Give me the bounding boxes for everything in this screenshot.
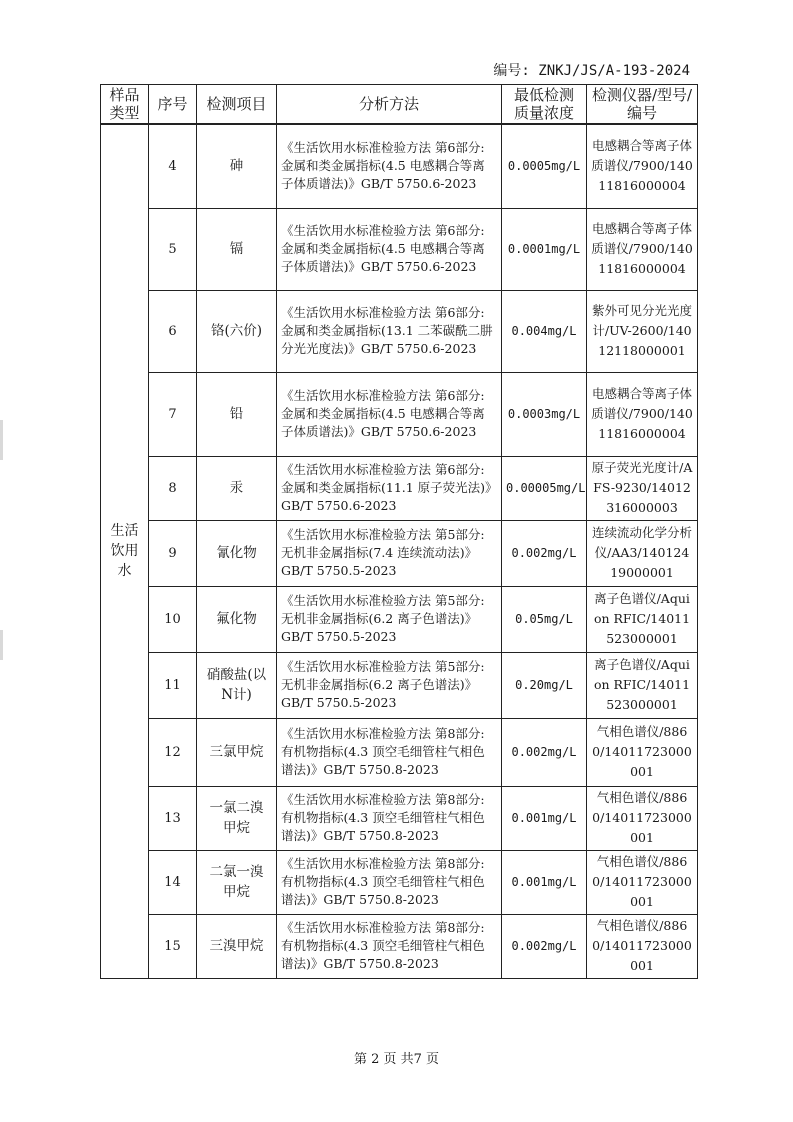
method-cell: 《生活饮用水标准检验方法 第6部分:金属和类金属指标(11.1 原子荧光法)》GB/T 5750.6-2023 [277, 456, 502, 520]
table-row [101, 786, 698, 850]
table-row [101, 456, 698, 520]
header-sample-type: 样品类型 [101, 85, 149, 125]
seq-cell: 9 [149, 520, 197, 586]
item-cell: 硝酸盐(以N计) [197, 652, 277, 718]
instrument-cell: 电感耦合等离子体质谱仪/7900/14011816000004 [587, 208, 698, 290]
document-number: 编号: ZNKJ/JS/A-193-2024 [493, 63, 690, 79]
instrument-cell: 离子色谱仪/Aquion RFIC/14011523000001 [587, 652, 698, 718]
table-row [101, 850, 698, 914]
method-cell: 《生活饮用水标准检验方法 第6部分:金属和类金属指标(4.5 电感耦合等离子体质谱法)》GB/T 5750.6-2023 [277, 208, 502, 290]
table-row [101, 124, 698, 208]
seq-cell: 13 [149, 786, 197, 850]
limit-cell: 0.004mg/L [502, 290, 587, 372]
table-row [101, 208, 698, 290]
limit-cell: 0.002mg/L [502, 914, 587, 978]
header-item: 检测项目 [197, 85, 277, 125]
page-footer: 第 2 页 共7 页 [353, 1052, 440, 1067]
seq-cell: 6 [149, 290, 197, 372]
scan-edge-mark [0, 630, 3, 660]
header-method: 分析方法 [277, 85, 502, 125]
instrument-cell: 电感耦合等离子体质谱仪/7900/14011816000004 [587, 124, 698, 208]
limit-cell: 0.0003mg/L [502, 372, 587, 456]
item-cell: 铬(六价) [197, 290, 277, 372]
test-method-table [100, 84, 698, 979]
method-cell: 《生活饮用水标准检验方法 第6部分:金属和类金属指标(4.5 电感耦合等离子体质谱法)》GB/T 5750.6-2023 [277, 124, 502, 208]
header-instrument: 检测仪器/型号/编号 [587, 85, 698, 125]
item-cell: 三溴甲烷 [197, 914, 277, 978]
item-cell: 铅 [197, 372, 277, 456]
instrument-cell: 气相色谱仪/8860/14011723000001 [587, 914, 698, 978]
instrument-cell: 紫外可见分光光度计/UV-2600/14012118000001 [587, 290, 698, 372]
limit-cell: 0.00005mg/L [502, 456, 587, 520]
instrument-cell: 电感耦合等离子体质谱仪/7900/14011816000004 [587, 372, 698, 456]
instrument-cell: 离子色谱仪/Aquion RFIC/14011523000001 [587, 586, 698, 652]
header-seq: 序号 [149, 85, 197, 125]
method-cell: 《生活饮用水标准检验方法 第6部分:金属和类金属指标(13.1 二苯碳酰二肼分光光度法)》GB/T 5750.6-2023 [277, 290, 502, 372]
seq-cell: 15 [149, 914, 197, 978]
item-cell: 砷 [197, 124, 277, 208]
table-row [101, 520, 698, 586]
seq-cell: 12 [149, 718, 197, 786]
method-cell: 《生活饮用水标准检验方法 第5部分:无机非金属指标(7.4 连续流动法)》GB/T 5750.5-2023 [277, 520, 502, 586]
method-cell: 《生活饮用水标准检验方法 第8部分:有机物指标(4.3 顶空毛细管柱气相色谱法)》GB/T 5750.8-2023 [277, 786, 502, 850]
header-limit: 最低检测质量浓度 [502, 85, 587, 125]
seq-cell: 14 [149, 850, 197, 914]
method-cell: 《生活饮用水标准检验方法 第5部分:无机非金属指标(6.2 离子色谱法)》GB/T 5750.5-2023 [277, 652, 502, 718]
table-row [101, 372, 698, 456]
method-cell: 《生活饮用水标准检验方法 第8部分:有机物指标(4.3 顶空毛细管柱气相色谱法)》GB/T 5750.8-2023 [277, 914, 502, 978]
table-row [101, 652, 698, 718]
item-cell: 氟化物 [197, 586, 277, 652]
limit-cell: 0.0005mg/L [502, 124, 587, 208]
table-row [101, 290, 698, 372]
item-cell: 镉 [197, 208, 277, 290]
limit-cell: 0.05mg/L [502, 586, 587, 652]
method-cell: 《生活饮用水标准检验方法 第8部分:有机物指标(4.3 顶空毛细管柱气相色谱法)》GB/T 5750.8-2023 [277, 718, 502, 786]
method-cell: 《生活饮用水标准检验方法 第8部分:有机物指标(4.3 顶空毛细管柱气相色谱法)》GB/T 5750.8-2023 [277, 850, 502, 914]
instrument-cell: 气相色谱仪/8860/14011723000001 [587, 718, 698, 786]
seq-cell: 5 [149, 208, 197, 290]
instrument-cell: 气相色谱仪/8860/14011723000001 [587, 786, 698, 850]
table-header-row [101, 85, 698, 125]
limit-cell: 0.001mg/L [502, 850, 587, 914]
method-cell: 《生活饮用水标准检验方法 第5部分:无机非金属指标(6.2 离子色谱法)》GB/T 5750.5-2023 [277, 586, 502, 652]
limit-cell: 0.001mg/L [502, 786, 587, 850]
table-row [101, 718, 698, 786]
sample-type-cell: 生活饮用水 [101, 124, 149, 978]
instrument-cell: 原子荧光光度计/AFS-9230/14012316000003 [587, 456, 698, 520]
seq-cell: 11 [149, 652, 197, 718]
item-cell: 二氯一溴甲烷 [197, 850, 277, 914]
method-cell: 《生活饮用水标准检验方法 第6部分:金属和类金属指标(4.5 电感耦合等离子体质谱法)》GB/T 5750.6-2023 [277, 372, 502, 456]
seq-cell: 8 [149, 456, 197, 520]
seq-cell: 7 [149, 372, 197, 456]
table-row [101, 586, 698, 652]
limit-cell: 0.002mg/L [502, 520, 587, 586]
limit-cell: 0.0001mg/L [502, 208, 587, 290]
table-row [101, 914, 698, 978]
limit-cell: 0.20mg/L [502, 652, 587, 718]
instrument-cell: 连续流动化学分析仪/AA3/14012419000001 [587, 520, 698, 586]
seq-cell: 4 [149, 124, 197, 208]
seq-cell: 10 [149, 586, 197, 652]
instrument-cell: 气相色谱仪/8860/14011723000001 [587, 850, 698, 914]
limit-cell: 0.002mg/L [502, 718, 587, 786]
scan-edge-mark [0, 420, 3, 460]
item-cell: 氰化物 [197, 520, 277, 586]
item-cell: 汞 [197, 456, 277, 520]
item-cell: 一氯二溴甲烷 [197, 786, 277, 850]
item-cell: 三氯甲烷 [197, 718, 277, 786]
